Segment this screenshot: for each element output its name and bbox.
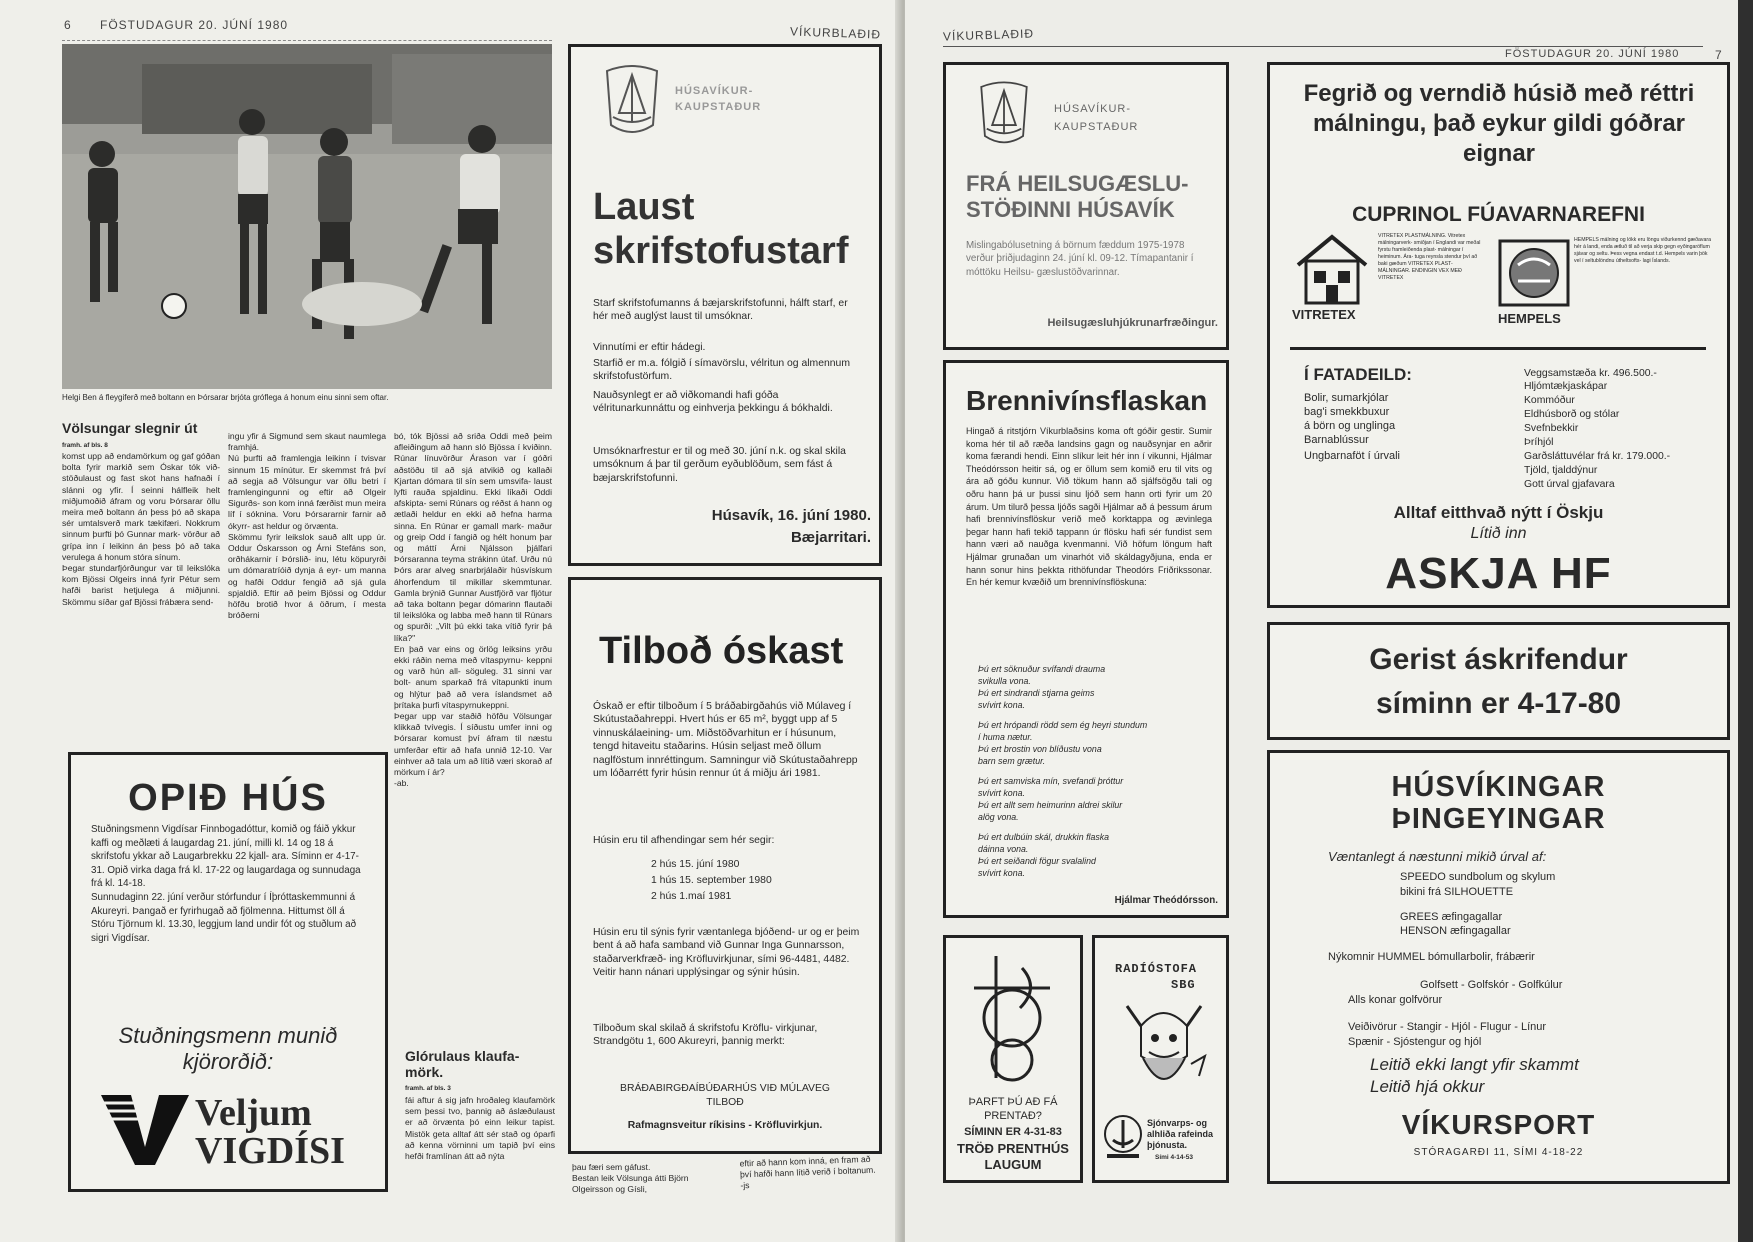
askja-item-7: Garðsláttuvélar frá kr. 179.000.- <box>1524 451 1671 462</box>
photo-caption: Helgi Ben á fleygiferð með boltann en Þórsarar brjóta gróflega á honum einu sinni sem oftar. <box>62 393 389 402</box>
sport-brand: VÍKURSPORT <box>1401 1109 1596 1140</box>
subscribe-line-1: Gerist áskrifendur <box>1369 643 1628 676</box>
poem-stanza-3: Þú ert samviska mín, svefandi þróttur svívirt kona. Þú ert allt sem heimurinn aldrei skilur alög vona. <box>978 776 1124 822</box>
glorulaus-cont-note: framh. af bls. 3 <box>405 1085 451 1092</box>
laust-brand-1: HÚSAVÍKUR- <box>675 85 754 97</box>
sport-line-13: Spænir - Sjóstengur og hjól <box>1348 1036 1482 1048</box>
laust-p5: Umsóknarfrestur er til og með 30. júní n.k. og skal skila umsóknum á þar til gerðum eyðublöðum, sem fást á bæjarskrifstofunni. <box>593 446 846 484</box>
right-page <box>905 0 1738 1242</box>
brennivin-body: Hingað á ritstjórn Víkurblaðsins koma oft góðir gestir. Sumir koma hér til að ræða landsins gagn og nauðsynjar en aðrir koma færandi hendi. Einn slíkur leit hér inn í vikunni, Hjálmar Theódórsson heitir sá, og er öllum sem komið eru til vits og ára að góðu kunnur. Við tökum hann að sjálfsögðu tali og oðru hann þá ur þussi sinu ljóð sem hann orti fyrir um 20 árum. Um tilurð þessa ljóðs sagði Hjálmar að á þessum árum hafi brennivínsflöskur verið með korktappa og ævinlega þegar hann hafi tekið tappann úr flösku hafi sér fundist sem hann væri að nauðga kvenmanni. Við höfum löngum haft Hjálmar grunaðan um vinarhót við skáldagyðjuna, enda er hann sonur hins þekkta rithöfundar Theodórs Friðrikssonar. En hér kemur kvæðið um brennivínsflöskuna: <box>966 426 1212 588</box>
page-paper-left: VÍKURBLAÐIÐ <box>789 24 882 42</box>
trod-phone: SÍMINN ER 4-31-83 <box>964 1126 1062 1138</box>
sports-cont-note: framh. af bls. 8 <box>62 442 108 449</box>
tilbod-mark-2: TILBOÐ <box>706 1097 744 1108</box>
opid-hus-ad <box>68 752 388 1192</box>
cuprinol-headline: Fegrið og verndið húsið með réttri málningu, það eykur gildi góðrar eignar <box>1303 80 1695 167</box>
subscribe-line-2: síminn er 4-17-80 <box>1375 687 1622 720</box>
heilsu-brand-2: KAUPSTAÐUR <box>1054 121 1139 133</box>
radio-title-1: RADÍÓSTOFA <box>1115 962 1198 976</box>
vikursport-ad <box>1267 750 1730 1184</box>
sport-line-7: Nýkomnir HUMMEL bómullarbolir, frábærir <box>1328 951 1535 963</box>
askja-item-6: Þríhjól <box>1524 437 1554 448</box>
laust-title: Laust skrifstofustarf <box>593 186 849 272</box>
sport-line-12: Veiðivörur - Stangir - Hjól - Flugur - Línur <box>1348 1021 1547 1033</box>
fatadeild-item-3: á börn og unglinga <box>1304 420 1396 432</box>
fatadeild-item-2: bag'i smekkbuxur <box>1304 406 1390 418</box>
laust-sign-1: Húsavík, 16. júní 1980. <box>711 507 871 524</box>
heilsu-title-2: STÖÐINNI HÚSAVÍK <box>966 197 1175 222</box>
tilbod-sign: Rafmagnsveitur ríkisins - Kröfluvirkjun. <box>627 1120 823 1131</box>
sport-line-2: bikini frá SILHOUETTE <box>1400 886 1514 898</box>
sport-line-5: HENSON æfingagallar <box>1400 925 1511 937</box>
header-rule <box>943 46 1703 47</box>
vitretex-text: VITRETEX PLASTMÁLNING. Vitretex málningarverk- smiðjan í Englandi var meðal fyrstu framleiðenda plast- málningar í heiminum. Ára- tuga reynsla stendur því að baki gæðum VITRETEX PLAST- MÁLNINGAR. ENDINGIN VEX MEÐ VITRETEX <box>1378 233 1481 281</box>
sports-col-3: bó, tók Bjössi að sriða Oddi með þeim afleiðingum að hann sló Bjössa í kviðinn. Rúnar línuvörður Árason var í góðri aðstöðu til að sjá atvikið og kallaði Kjartan dómara til sín sem umsvifa- laust lyfti rauða spjaldinu. Ekki líkaði Oddi afskipta- semi Rúnars og réðst á hann og ætlaði heldur en ekki að hefna harma sinna. En Rúnar er gamall mark- maður og greip Odd í fangið og hélt honum þar og máttí Árni Njálsson þjálfari Þórsaranna teyma strákinn útaf. Urðu nú Þórs arar alveg snarbrjálaðir húsvískum áhorfendum til mikillar skemmtunar. Gamla brýnið Gunnar Austfjörð var fljótur að taka boltann þegar dómarinn flautaði til leikslóka og labba með hann til Rúnars og spurði: „Vilt þú ekki taka vítið fyrir þá líka?" En það var eins og örlög leiksins yrðu ekki ráðin nema með vítaspyrnu- keppni og varð hún all- söguleg. 31 sinni var bolt- anum sparkað frá vítapunkti inum og hlýtur það að vera íslandsmet að þrítaka þurfi vítaspyrnukeppni. Þegar upp var staðið höfðu Völsungar klikkað tvívegis. Í síðustu umfer inni og Þórsarar komust því áfram til næstu umferðar eftir að hafa unnið 12-10. Var einhver að tala um að lítið væri skorað af mörkum í ár? -ab. <box>394 431 552 789</box>
sport-line-4: GREES æfingagallar <box>1400 911 1503 923</box>
opid-hus-body: Stuðningsmenn Vigdísar Finnbogadóttur, komið og fáið ykkur kaffi og meðlæti á laugardag 21. júní, milli kl. 14 og 18 á skrifstofu ykkar að Laugarbrekku 22 kjall- ara. Síminn er 4-17-31. Opið virka daga frá kl. 17-22 og laugardaga og sunnudaga frá kl. 14-18. Sunnudaginn 22. júní verður stórfundur í Íþróttaskemmunni á Akureyri. Þangað er fyrirhugað að fjölmenna. Hittumst öll á Stóru Tjörnum kl. 13.30, leggjum land undir fót og stuðlum að sigri Vigdísar. <box>91 824 361 944</box>
sport-intro: Væntanlegt á næstunni mikið úrval af: <box>1328 849 1547 864</box>
tilbod-p4: Tilboðum skal skilað á skrifstofu Kröflu- virkjunar, Strandgötu 1, 600 Akureyri, þannig merkt: <box>593 1023 818 1048</box>
trod-name: TRÖÐ PRENTHÚS <box>957 1141 1069 1156</box>
radio-phone: Sími 4-14-53 <box>1155 1154 1193 1161</box>
tilbod-p2: Húsin eru til afhendingar sem hér segir: <box>593 835 775 846</box>
laust-p4: Nauðsynlegt er að viðkomandi hafi góða vélritunarkunnáttu og einhverja þekkingu á bókhaldi. <box>593 390 833 415</box>
tilbod-list-2: 1 hús 15. september 1980 <box>651 875 772 886</box>
askja-slogan: Alltaf eitthvað nýtt í Öskju <box>1393 503 1604 522</box>
tilbod-list-3: 2 hús 1.maí 1981 <box>651 891 732 902</box>
sport-line-10: Alls konar golfvörur <box>1348 994 1443 1006</box>
laust-p2: Vinnutími er eftir hádegi. <box>593 342 706 353</box>
poem-author: Hjálmar Theódórsson. <box>1114 895 1218 906</box>
hempels-brand: HEMPELS <box>1498 311 1561 326</box>
tilbod-mark-1: BRÁÐABIRGÐAÍBÚÐARHÚS VIÐ MÚLAVEG <box>620 1083 830 1094</box>
sports-col-1: komst upp að endamörkum og gaf góðan bolta fyrir markið sem Óskar tók við- stöðulaust og fast skot hans hafnaði í slánni og yfir. Í seinni hálfleik helt miðjumoðið áfram og voru Þórsarar öllu meira með boltann án þess þó að skapa sér umtalsverð mark tækifæri. Nokkrum sinnum þurfti þó Gunnar mark- vörður að grípa inn í leikinn án þess þó að taka verulega á honum stóra sínum. Þegar stundarfjórðungur var til leikslóka kom Bjössi Olgeirs inná fyrir Pétur sem hafði barist hetjulega á miðjunni. Skömmu síðar gaf Bjössi frábæra send- <box>62 451 220 607</box>
trod-line-1: ÞARFT ÞÚ AÐ FÁ <box>968 1096 1058 1108</box>
tilbod-p1: Óskað er eftir tilboðum í 5 bráðabirgðahús við Múlaveg í Skútustaðahreppi. Hvert hús er 65 m², byggt upp af 5 vinnuskálaeining- um. Miðstöðvarhitun er í húsunum, tengd hitaveitu staðarins. Húsin seljast með öllum naglföstum innréttingum. Samningur við Skútustaðahrepp um lóðarrétt fyrir húsin rennur út á miðju ári 1981. <box>593 701 858 780</box>
laust-brand-2: KAUPSTAÐUR <box>675 101 762 113</box>
poem-stanza-1: Þú ert söknuður svífandi drauma svikulla vona. Þú ert sindrandi stjarna geims svívirt kona. <box>978 664 1106 710</box>
askja-invite: Lítið inn <box>1470 525 1527 542</box>
husavik-ship-icon <box>974 81 1034 151</box>
page-paper-right: VÍKURBLAÐIÐ <box>942 26 1035 44</box>
poem-stanza-2: Þú ert hrópandi rödd sem ég heyri stundum í huma nætur. Þú ert brostin von blíðustu vona barn sem grætur. <box>978 720 1148 766</box>
opid-hus-slogan-2: kjörorðið: <box>182 1049 274 1074</box>
sports-col-2: ingu yfir á Sigmund sem skaut naumlega framhjá. Nú þurfti að framlengja leikinn í tvisvar sinnum 15 mínútur. Er skemmst frá því að segja að Völsungur var öllu betri í framlengingunni og eftir að Olgeir Sigurðs- son kom inná færðist mun meira líf í sóknina. Voru Þórsararnir farnir að ókyrr- ast heldur og örvænta. Skömmu fyrir leikslok sauð allt upp úr. Oddur Óskarsson og Árni Stefáns son, orðhákarnir í Þórslið- inu, létu köpuryrði um dómaratríóið dynja á eyr- um manna og hafði Oddur fengið að sjá gula spjaldið. Eftir að þeim Bjössi og Oddur höfðu brotið hvor á öðrum, í mesta bróðerni <box>228 431 386 621</box>
tilbod-p3: Húsin eru til sýnis fyrir væntanlega bjóðend- ur og er þeim bent á að hafa samband við Gunnar Inga Gunnarsson, staðarverkfræð- ing Kröfluvirkjunar, sími 96-4481, 4482. Veitir hann nánari upplýsingar og sýnir húsin. <box>593 927 860 979</box>
cuprinol-subtitle: CUPRINOL FÚAVARNAREFNI <box>1352 203 1645 226</box>
askja-item-9: Gott úrval gjafavara <box>1524 479 1615 490</box>
vigdis-logo-line-2: VIGDÍSI <box>195 1130 345 1172</box>
glorulaus-title: Glórulaus klaufa- mörk. <box>405 1048 520 1080</box>
sport-address: STÓRAGARÐI 11, SÍMI 4-18-22 <box>1413 1147 1584 1158</box>
subscribe-ad <box>1267 622 1730 740</box>
trod-prenthus-ad <box>943 935 1083 1183</box>
opid-hus-title: OPIÐ HÚS <box>128 777 328 819</box>
fatadeild-item-5: Ungbarnaföt í úrvali <box>1304 450 1400 462</box>
radio-body-1: Sjónvarps- og <box>1147 1118 1208 1128</box>
viking-cartoon-icon <box>1121 996 1207 1102</box>
vigdis-v-icon <box>99 1087 191 1167</box>
askja-item-4: Eldhúsborð og stólar <box>1524 409 1620 420</box>
sport-title-2: ÞINGEYINGAR <box>1391 803 1606 835</box>
askja-item-1: Veggsamstæða kr. 496.500.- <box>1524 368 1657 379</box>
sports-title: Völsungar slegnir út <box>62 420 198 436</box>
hempels-flag-icon <box>1498 239 1570 309</box>
vigdis-logo-line-1: Veljum <box>195 1092 312 1134</box>
cuprinol-askja-ad <box>1267 62 1730 608</box>
hempels-text: HEMPELS málning og lökk eru löngu viðurkennd gæðavara hér á landi, enda ætluð til að verja skip gegn eyðingaröflum sjávar og seltu. Þess vegna endast t.d. Hempels varin þök vel í seltublöndnu útheltsofts- lagi Íslands. <box>1574 237 1711 264</box>
laust-p3: Starfið er m.a. fólgið í símavörslu, vélritun og almennum skrifstofustörfum. <box>593 358 850 383</box>
trod-place: LAUGUM <box>984 1157 1042 1172</box>
tilbod-list-1: 2 hús 15. júní 1980 <box>651 859 740 870</box>
page-number-right: 7 <box>1715 48 1723 62</box>
sport-line-9: Golfsett - Golfskór - Golfkúlur <box>1420 979 1563 991</box>
heilsu-ad <box>943 62 1229 350</box>
sport-title-1: HÚSVÍKINGAR <box>1391 771 1606 803</box>
sport-line-1: SPEEDO sundbolum og skylum <box>1400 871 1556 883</box>
vitretex-brand: VITRETEX <box>1292 307 1356 322</box>
brennivin-article <box>943 360 1229 918</box>
fatadeild-title: Í FATADEILD: <box>1304 365 1412 384</box>
brennivin-title: Brennivínsflaskan <box>966 385 1208 416</box>
football-photo <box>62 44 552 389</box>
sport-slogan-1: Leitið ekki langt yfir skammt <box>1370 1055 1579 1074</box>
husavik-ship-icon <box>599 65 665 141</box>
page-date-left: FÖSTUDAGUR 20. JÚNÍ 1980 <box>100 18 289 32</box>
heilsu-brand-1: HÚSAVÍKUR- <box>1054 103 1132 115</box>
radiostofa-ad <box>1092 935 1229 1183</box>
poem-stanza-4: Þú ert dulbúin skál, drukkin flaska dáinna vona. Þú ert seiðandi fögur svalalind svívirt kona. <box>978 832 1110 878</box>
heilsu-body: Mislingabólusetning á börnum fæddum 1975-1978 verður þriðjudaginn 24. júní kl. 09-12. Tímapantanir í móttöku Heilsu- gæslustöðvarinnar. <box>966 240 1194 278</box>
askja-brand: ASKJA HF <box>1385 549 1612 598</box>
sport-slogan-2: Leitið hjá okkur <box>1370 1077 1485 1096</box>
heilsu-title-1: FRÁ HEILSUGÆSLU- <box>966 171 1189 196</box>
opid-hus-slogan-1: Stuðningsmenn munið <box>118 1023 338 1048</box>
bottom-cont-2: eftir að hann kom inná, en fram að því hafði hann lítið verið í boltanum. -js <box>739 1153 876 1191</box>
glorulaus-body: fái aftur á sig jafn hroðaleg klaufamörk sem þessi tvo, þannig að áslæðulaust er að örvænta þó einn leikur tapist. Mistök geta alltaf átt sér stað og óparfi að kenna vörninni um tapið því eins hefði framlínan átt að nýta <box>405 1095 555 1162</box>
tilbod-title: Tilboð óskast <box>599 630 844 672</box>
sbg-seal-icon <box>1103 1114 1143 1160</box>
radio-body-3: þjónusta. <box>1147 1140 1187 1150</box>
askja-item-5: Svefnbekkir <box>1524 423 1579 434</box>
trod-logo-icon <box>960 948 1068 1088</box>
trod-line-2: PRENTAÐ? <box>984 1110 1042 1122</box>
radio-body-2: alhliða rafeinda <box>1147 1129 1214 1139</box>
page-date-right: FÖSTUDAGUR 20. JÚNÍ 1980 <box>1505 48 1680 60</box>
fatadeild-item-1: Bolir, sumarkjólar <box>1304 392 1389 404</box>
laust-starf-ad <box>568 44 882 566</box>
scan-edge <box>1738 0 1753 1242</box>
bottom-cont-1: þau færi sem gáfust. Bestan leik Völsunga átti Björn Olgeirsson og Gísli, <box>572 1162 689 1195</box>
ad-divider <box>1290 347 1706 350</box>
vitretex-house-icon <box>1292 231 1372 305</box>
radio-title-2: SBG <box>1171 978 1196 992</box>
askja-item-8: Tjöld, tjalddýnur <box>1524 465 1598 476</box>
fatadeild-item-4: Barnablússur <box>1304 434 1369 446</box>
tilbod-oskast-ad <box>568 577 882 1154</box>
askja-item-2: Hljómtækjaskápar <box>1524 381 1608 392</box>
page-number-left: 6 <box>64 18 72 32</box>
heilsu-sign: Heilsugæsluhjúkrunarfræðingur. <box>1047 317 1218 329</box>
laust-sign-2: Bæjarritari. <box>790 529 871 546</box>
askja-item-3: Kommóður <box>1524 395 1575 406</box>
laust-p1: Starf skrifstofumanns á bæjarskrifstofunni, hálft starf, er hér með auglýst laust til umsóknar. <box>593 298 848 323</box>
